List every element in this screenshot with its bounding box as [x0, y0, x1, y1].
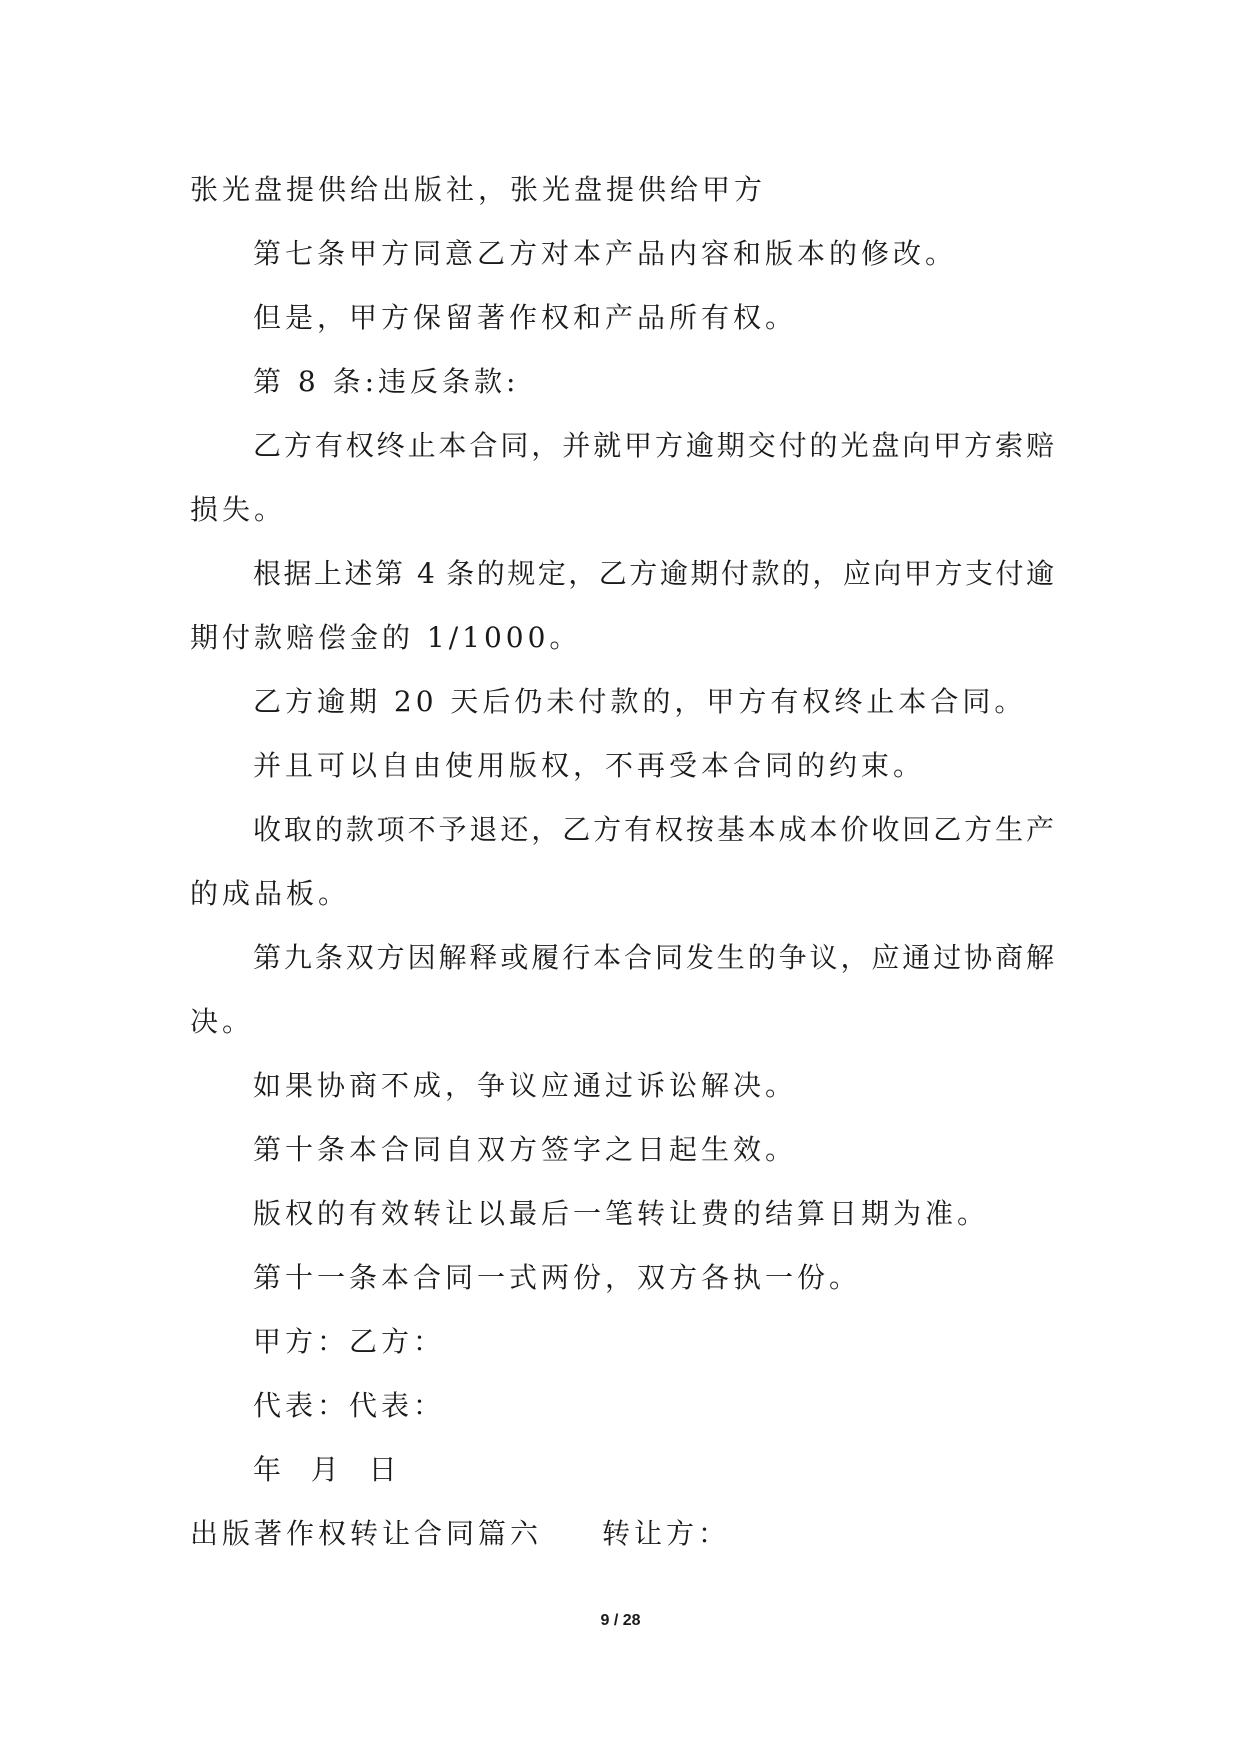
transferor-label: 转让方：: [602, 1517, 731, 1550]
text-line: 损失。: [190, 493, 287, 526]
text-line: 的成品板。: [190, 877, 351, 910]
section-heading-line: [190, 1502, 1054, 1566]
text-line: 根据上述第 4 条的规定，乙方逾期付款的，应向甲方支付逾: [253, 557, 1054, 590]
signature-rep-line: 代表：代表：: [253, 1389, 446, 1422]
text-line: 第十条本合同自双方签字之日起生效。: [253, 1133, 798, 1166]
text-line: 张光盘提供给出版社，张光盘提供给甲方: [190, 173, 767, 206]
text-line: 但是，甲方保留著作权和产品所有权。: [253, 301, 798, 334]
text-line: 版权的有效转让以最后一笔转让费的结算日期为准。: [253, 1197, 990, 1230]
text-line: 如果协商不成，争议应通过诉讼解决。: [253, 1069, 798, 1102]
text-line: 乙方有权终止本合同，并就甲方逾期交付的光盘向甲方索赔: [253, 429, 1054, 462]
text-line: 第九条双方因解释或履行本合同发生的争议，应通过协商解: [253, 941, 1054, 974]
text-line: 决。: [190, 1005, 255, 1038]
text-line: 第七条甲方同意乙方对本产品内容和版本的修改。: [253, 237, 958, 270]
text-line: 第 8 条:违反条款:: [253, 365, 520, 398]
section-title: 出版著作权转让合同篇六: [190, 1517, 543, 1550]
signature-date-line: 年 月 日: [253, 1453, 401, 1486]
text-line: 并且可以自由使用版权，不再受本合同的约束。: [253, 749, 926, 782]
document-body: [190, 158, 1054, 1566]
text-line: 收取的款项不予退还，乙方有权按基本成本价收回乙方生产: [253, 813, 1054, 846]
signature-party-line: 甲方：乙方：: [253, 1325, 446, 1358]
text-line: 第十一条本合同一式两份，双方各执一份。: [253, 1261, 862, 1294]
page-number: 9 / 28: [600, 1612, 641, 1629]
text-line: 乙方逾期 20 天后仍未付款的，甲方有权终止本合同。: [253, 685, 1027, 718]
text-line: 期付款赔偿金的 1/1000。: [190, 621, 582, 654]
